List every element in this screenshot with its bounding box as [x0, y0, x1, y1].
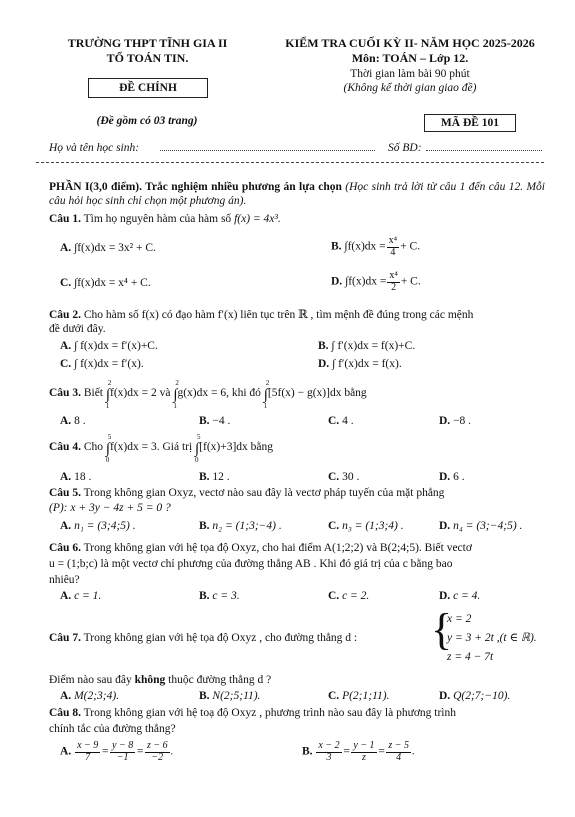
option-letter: B. — [318, 340, 329, 352]
option-text: 18 . — [74, 471, 92, 483]
student-id-field[interactable] — [426, 150, 542, 151]
q6-text: Trong không gian với hệ tọa độ Oxyz, cho hai điểm A(1;2;2) và B(2;4;5). Biết vectơ — [83, 542, 472, 554]
denominator: −2 — [151, 751, 164, 763]
option-letter: A. — [60, 690, 72, 702]
upper-limit: 5 — [197, 433, 201, 441]
option-text: ∫ f′(x)dx = f(x). — [332, 358, 402, 370]
q5-label: Câu 5. — [49, 487, 81, 499]
lower-limit: 1 — [105, 402, 110, 410]
option-letter: D. — [439, 590, 451, 602]
q7-eq-z: z = 4 − 7t — [447, 651, 494, 663]
fraction — [351, 741, 376, 763]
q2-text: Cho hàm số f(x) có đạo hàm f′(x) liên tục trên ℝ , tìm mệnh đề đúng trong các mệnh — [83, 309, 474, 321]
q8-option-b[interactable]: B. $\frac{x - 2}{3}$ = $\frac{y - 1}{z}$ = $\frac{z - 5}{4}$ . — [302, 740, 415, 763]
q7-question — [49, 673, 271, 687]
q6-option-a[interactable] — [60, 589, 101, 603]
option-text: ∫ f(x)dx = f′(x). — [74, 358, 144, 370]
fraction — [316, 741, 341, 763]
question-1 — [49, 212, 281, 226]
q5-option-b[interactable] — [199, 519, 282, 533]
option-text: + C. — [400, 240, 421, 253]
denominator: 2 — [391, 281, 397, 293]
option-letter: B. — [302, 745, 313, 758]
subject: Môn: TOÁN – Lớp 12. — [351, 51, 469, 65]
denominator: −1 — [116, 751, 129, 763]
pages-note: (Đề gồm có 03 trang) — [96, 115, 198, 127]
option-letter: A. — [60, 242, 72, 254]
option-text: ∫ f(x)dx = f′(x)+C. — [74, 340, 158, 352]
option-text: n₃ = (1;3;4) . — [342, 520, 404, 532]
q7-text: Điểm nào sau đây — [49, 674, 132, 686]
q5-option-d[interactable] — [439, 519, 522, 533]
q6-option-d[interactable] — [439, 589, 480, 603]
option-letter: C. — [328, 590, 340, 602]
option-text: 4 . — [342, 415, 354, 427]
option-text: n₁ = (3;4;5) . — [74, 520, 136, 532]
option-text: c = 2. — [342, 590, 370, 602]
q3-label: Câu 3. — [49, 387, 81, 399]
numerator: z − 5 — [388, 740, 409, 751]
fraction — [110, 741, 135, 763]
q5-plane: (P): x + 3y − 4z + 5 = 0 ? — [49, 502, 171, 514]
numerator: y − 1 — [353, 740, 375, 751]
q2-label: Câu 2. — [49, 309, 81, 321]
q5-option-a[interactable] — [60, 519, 136, 533]
denominator: 7 — [85, 751, 91, 763]
option-text: + C. — [400, 275, 421, 288]
q2-option-c[interactable] — [60, 357, 144, 371]
q1-text: Tìm họ nguyên hàm của hàm số — [83, 213, 232, 225]
upper-limit: 2 — [107, 379, 112, 387]
fraction — [387, 236, 400, 258]
student-id-label: Số BD: — [388, 142, 422, 154]
q3-option-a[interactable] — [60, 414, 86, 428]
option-letter: B. — [331, 240, 342, 253]
integral-sign: ∫ 2 1 — [105, 379, 112, 410]
option-text: ∫ f′(x)dx = f(x)+C. — [331, 340, 416, 352]
option-text: n₄ = (3;−4;5) . — [453, 520, 523, 532]
option-letter: C. — [60, 277, 72, 289]
question-5 — [49, 486, 545, 500]
q7-emphasis: không — [134, 674, 166, 686]
q2-text-cont: đề dưới đây. — [49, 323, 106, 335]
q8-text: Trong không gian với hệ toạ độ Oxyz , phương trình nào sau đây là phương trình — [83, 707, 456, 719]
student-name-label: Họ và tên học sinh: — [49, 142, 140, 154]
lower-limit: 1 — [173, 402, 177, 410]
option-text: −8 . — [453, 415, 472, 427]
exam-code: MÃ ĐỀ 101 — [424, 114, 516, 132]
option-text: 8 . — [74, 415, 86, 427]
numerator: y − 8 — [112, 740, 134, 751]
q1-label: Câu 1. — [49, 213, 81, 225]
upper-limit: 5 — [107, 433, 112, 441]
question-2 — [49, 308, 545, 322]
q7-option-c[interactable] — [328, 689, 389, 703]
option-text: M(2;3;4). — [74, 690, 120, 702]
option-letter: A. — [60, 520, 72, 532]
option-letter: B. — [199, 415, 210, 427]
q1-option-b[interactable] — [331, 236, 420, 258]
q3-term-3: [5f(x) − g(x)]dx bằng — [267, 387, 367, 399]
q3-text: và — [159, 387, 171, 399]
lower-limit: 1 — [263, 402, 268, 410]
official-badge: ĐỀ CHÍNH — [88, 78, 208, 98]
q1-func: f(x) = 4x³. — [234, 213, 281, 225]
numerator: x⁴ — [388, 235, 398, 246]
option-letter: A. — [60, 471, 72, 483]
option-letter: D. — [439, 690, 451, 702]
option-text: ∫f(x)dx = — [345, 275, 387, 288]
lower-limit: 0 — [105, 456, 110, 464]
option-text: −4 . — [212, 415, 231, 427]
option-letter: D. — [331, 275, 343, 288]
q8-text-cont: chính tắc của đường thẳng? — [49, 723, 176, 735]
q8-label: Câu 8. — [49, 707, 81, 719]
q4-text: Cho — [83, 441, 103, 453]
numerator: x − 2 — [318, 740, 340, 751]
option-letter: B. — [199, 690, 210, 702]
q1-option-a[interactable] — [60, 241, 156, 255]
denominator: 3 — [326, 751, 332, 763]
option-letter: C. — [328, 520, 340, 532]
exam-title: KIỂM TRA CUỐI KỲ II- NĂM HỌC 2025-2026 — [285, 36, 535, 50]
q4-label: Câu 4. — [49, 441, 81, 453]
q7-option-b[interactable] — [199, 689, 260, 703]
option-letter: C. — [328, 415, 340, 427]
q7-text: thuộc đường thẳng d ? — [168, 674, 272, 686]
denominator: 4 — [396, 751, 402, 763]
option-text: ∫f(x)dx = x⁴ + C. — [74, 277, 151, 289]
question-3 — [49, 379, 367, 410]
option-letter: A. — [60, 415, 72, 427]
q3-option-d[interactable] — [439, 414, 471, 428]
option-letter: C. — [328, 690, 340, 702]
q4-term-2: [f(x)+3]dx — [199, 441, 248, 453]
option-letter: D. — [318, 358, 330, 370]
q1-option-c[interactable] — [60, 276, 151, 290]
q1-option-d[interactable] — [331, 271, 421, 293]
fraction — [387, 271, 400, 293]
divider — [36, 162, 544, 163]
question-6 — [49, 541, 545, 555]
option-letter: A. — [60, 340, 72, 352]
q4-text: . Giá trị — [156, 441, 193, 453]
q7-option-d[interactable] — [439, 689, 510, 703]
q7-eq-x: x = 2 — [447, 613, 472, 625]
option-text: c = 4. — [453, 590, 481, 602]
fraction — [386, 741, 411, 763]
time-note: (Không kể thời gian giao đề) — [343, 82, 477, 94]
q2-option-b[interactable] — [318, 339, 415, 353]
denominator: z — [362, 751, 366, 763]
option-letter: D. — [439, 471, 451, 483]
q3-option-b[interactable] — [199, 414, 230, 428]
q4-term-1: f(x)dx = 3 — [109, 441, 157, 453]
q7-eq-y: y = 3 + 2t ,(t ∈ ℝ). — [447, 632, 537, 644]
q3-option-c[interactable] — [328, 414, 354, 428]
q3-text: , khi đó — [226, 387, 261, 399]
option-letter: C. — [328, 471, 340, 483]
fraction — [145, 741, 170, 763]
q5-option-c[interactable] — [328, 519, 404, 533]
time-limit: Thời gian làm bài 90 phút — [350, 68, 470, 80]
upper-limit: 2 — [265, 379, 270, 387]
upper-limit: 2 — [175, 379, 179, 387]
numerator: x − 9 — [77, 740, 99, 751]
integral-sign: ∫ 2 1 — [173, 379, 179, 410]
numerator: z − 6 — [146, 740, 168, 751]
option-text: ∫f(x)dx = — [344, 240, 386, 253]
option-text: c = 1. — [74, 590, 102, 602]
q7-system-brace: { — [431, 605, 453, 654]
student-name-field[interactable] — [160, 150, 375, 151]
option-text: N(2;5;11). — [212, 690, 261, 702]
option-letter: C. — [60, 358, 72, 370]
q3-term-1: f(x)dx = 2 — [109, 387, 157, 399]
group-name: TỔ TOÁN TIN. — [106, 51, 189, 65]
option-text: 30 . — [342, 471, 360, 483]
q4-option-a[interactable] — [60, 470, 91, 484]
q6-text-cont: nhiêu? — [49, 574, 80, 586]
option-text: 12 . — [212, 471, 230, 483]
integral-sign: ∫ 2 1 — [263, 379, 270, 410]
integral-sign: ∫ 5 0 — [195, 433, 201, 464]
part1-title: PHẦN I(3,0 điểm). Trắc nghiệm nhiều phương án lựa chọn — [49, 181, 342, 193]
q3-text: Biết — [83, 387, 103, 399]
option-letter: A. — [60, 590, 72, 602]
option-text: 6 . — [453, 471, 465, 483]
question-7 — [49, 631, 357, 645]
numerator: x⁴ — [389, 270, 398, 281]
q4-option-c[interactable] — [328, 470, 359, 484]
option-text: c = 3. — [212, 590, 240, 602]
q5-text: Trong không gian Oxyz, vectơ nào sau đây là vectơ pháp tuyến của mặt phẳng — [83, 487, 445, 499]
option-letter: A. — [60, 745, 72, 758]
q6-label: Câu 6. — [49, 542, 81, 554]
option-text: P(2;1;11). — [342, 690, 390, 702]
q4-option-d[interactable] — [439, 470, 465, 484]
q7-label: Câu 7. — [49, 632, 81, 644]
integral-sign: ∫ 5 0 — [105, 433, 112, 464]
q4-text: bằng — [250, 441, 274, 453]
option-letter: B. — [199, 590, 210, 602]
part1-heading — [49, 180, 545, 209]
part1-note: (Học sinh trả lời từ câu 1 đến câu 12. Mỗi câu hỏi học sinh chỉ chọn một phương án). — [49, 181, 545, 208]
q6-text-cont: u = (1;b;c) là một vectơ chỉ phương của đường thẳng AB . Khi đó giá trị của c bằng bao — [49, 558, 453, 570]
school-name: TRƯỜNG THPT TĨNH GIA II — [67, 36, 228, 50]
q2-option-a[interactable] — [60, 339, 158, 353]
q2-option-d[interactable] — [318, 357, 402, 371]
option-letter: D. — [439, 415, 451, 427]
q7-text: Trong không gian với hệ tọa độ Oxyz , cho đường thẳng d : — [83, 632, 358, 644]
option-letter: B. — [199, 520, 210, 532]
denominator: 4 — [390, 246, 396, 258]
q8-option-a[interactable]: A. $\frac{x - 9}{7}$ = $\frac{y - 8}{-1}$ = $\frac{z - 6}{-2}$ . — [60, 740, 174, 763]
option-text: n₂ = (1;3;−4) . — [212, 520, 282, 532]
q7-option-a[interactable] — [60, 689, 119, 703]
option-letter: D. — [439, 520, 451, 532]
question-4 — [49, 433, 274, 464]
option-text: ∫f(x)dx = 3x² + C. — [74, 242, 156, 254]
lower-limit: 0 — [195, 456, 199, 464]
option-letter: B. — [199, 471, 210, 483]
option-text: Q(2;7;−10). — [453, 690, 511, 702]
fraction — [75, 741, 100, 763]
q4-option-b[interactable] — [199, 470, 230, 484]
q6-option-b[interactable] — [199, 589, 240, 603]
q3-term-2: g(x)dx = 6 — [177, 387, 227, 399]
q6-option-c[interactable] — [328, 589, 369, 603]
question-8 — [49, 706, 545, 720]
